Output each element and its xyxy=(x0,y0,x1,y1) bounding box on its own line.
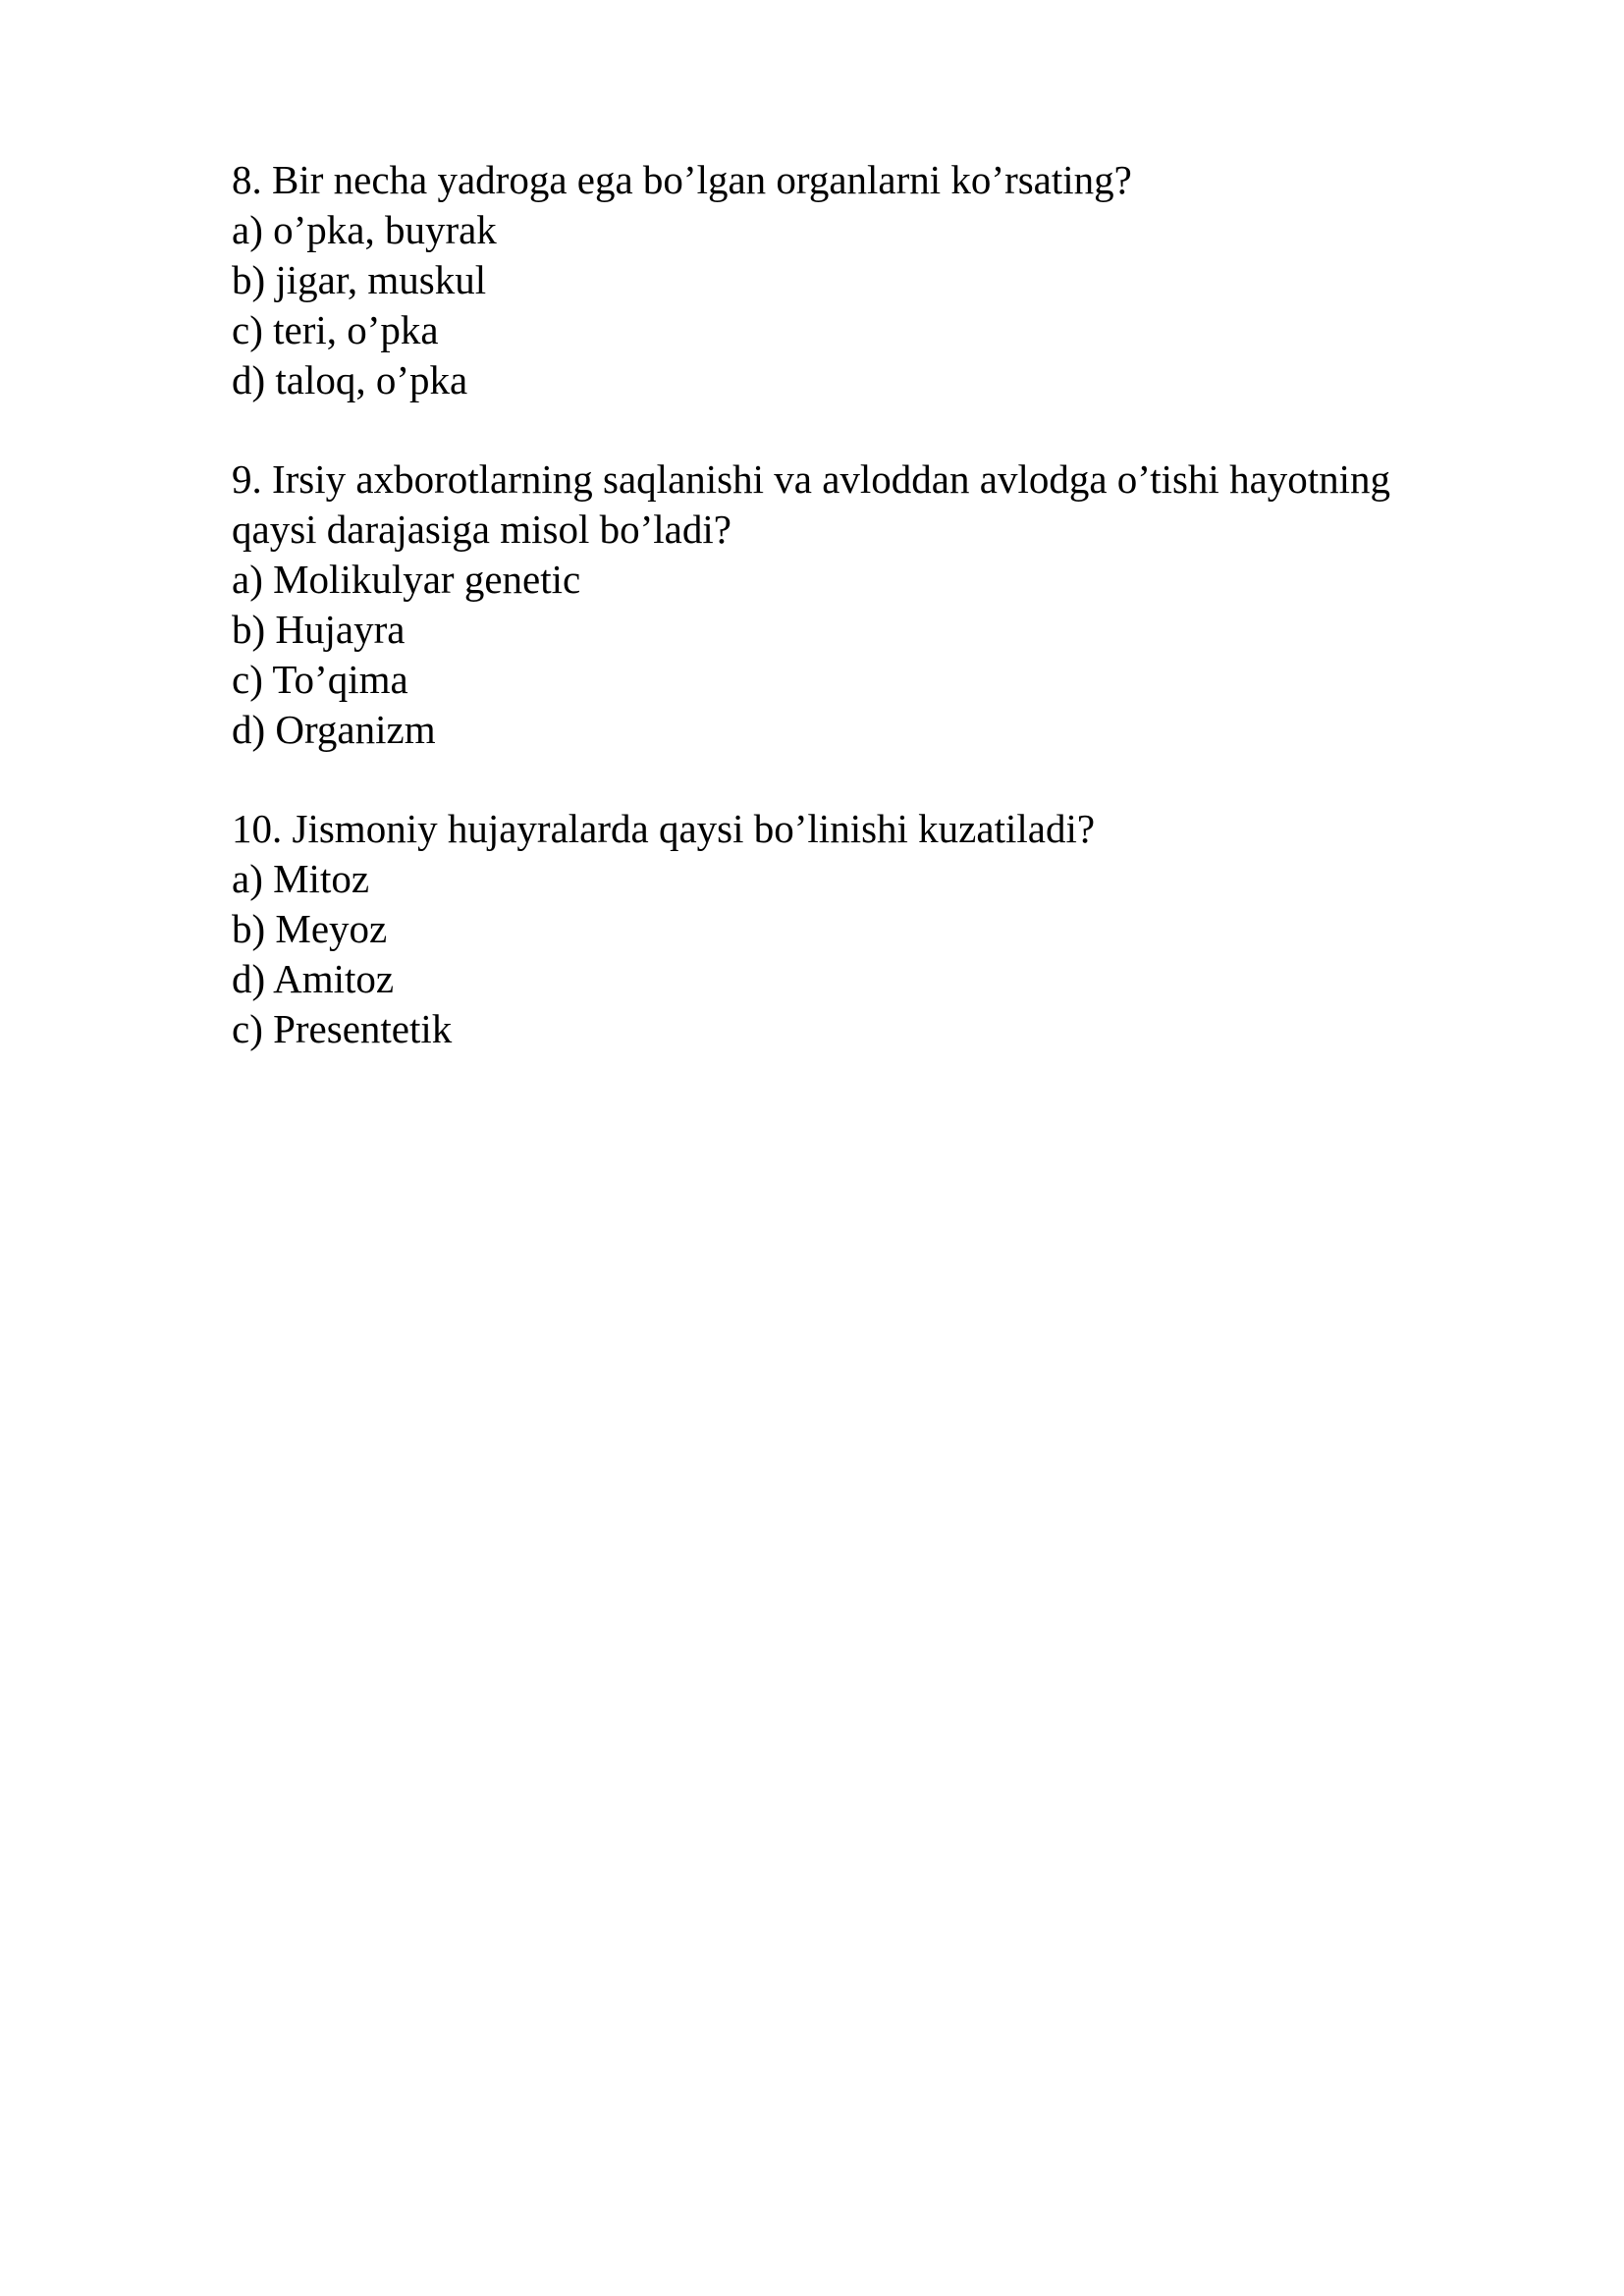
answer-option-a: a) Molikulyar genetic xyxy=(232,557,581,602)
answer-option-d: d) taloq, o’pka xyxy=(232,357,468,402)
question-text: 8. Bir necha yadroga ega bo’lgan organlarni ko’rsating? xyxy=(232,157,1132,202)
question-text-line-2: qaysi darajasiga misol bo’ladi? xyxy=(232,507,731,552)
answer-option-d: d) Organizm xyxy=(232,707,436,752)
question-8 xyxy=(232,155,1508,405)
answer-option-d: d) Amitoz xyxy=(232,956,395,1001)
answer-option-c: c) To’qima xyxy=(232,657,408,702)
answer-option-b: b) Hujayra xyxy=(232,607,406,652)
question-text-line-1: 9. Irsiy axborotlarning saqlanishi va avloddan avlodga o’tishi hayotning xyxy=(232,456,1391,502)
answer-option-b: b) jigar, muskul xyxy=(232,257,487,302)
question-9 xyxy=(232,454,1508,755)
answer-option-c: c) teri, o’pka xyxy=(232,307,439,352)
answer-option-a: a) Mitoz xyxy=(232,856,370,901)
document-content xyxy=(232,155,1508,1103)
answer-option-a: a) o’pka, buyrak xyxy=(232,207,497,252)
answer-option-c: c) Presentetik xyxy=(232,1006,453,1051)
question-text: 10. Jismoniy hujayralarda qaysi bo’linishi kuzatiladi? xyxy=(232,806,1096,851)
answer-option-b: b) Meyoz xyxy=(232,906,388,951)
question-10 xyxy=(232,804,1508,1054)
